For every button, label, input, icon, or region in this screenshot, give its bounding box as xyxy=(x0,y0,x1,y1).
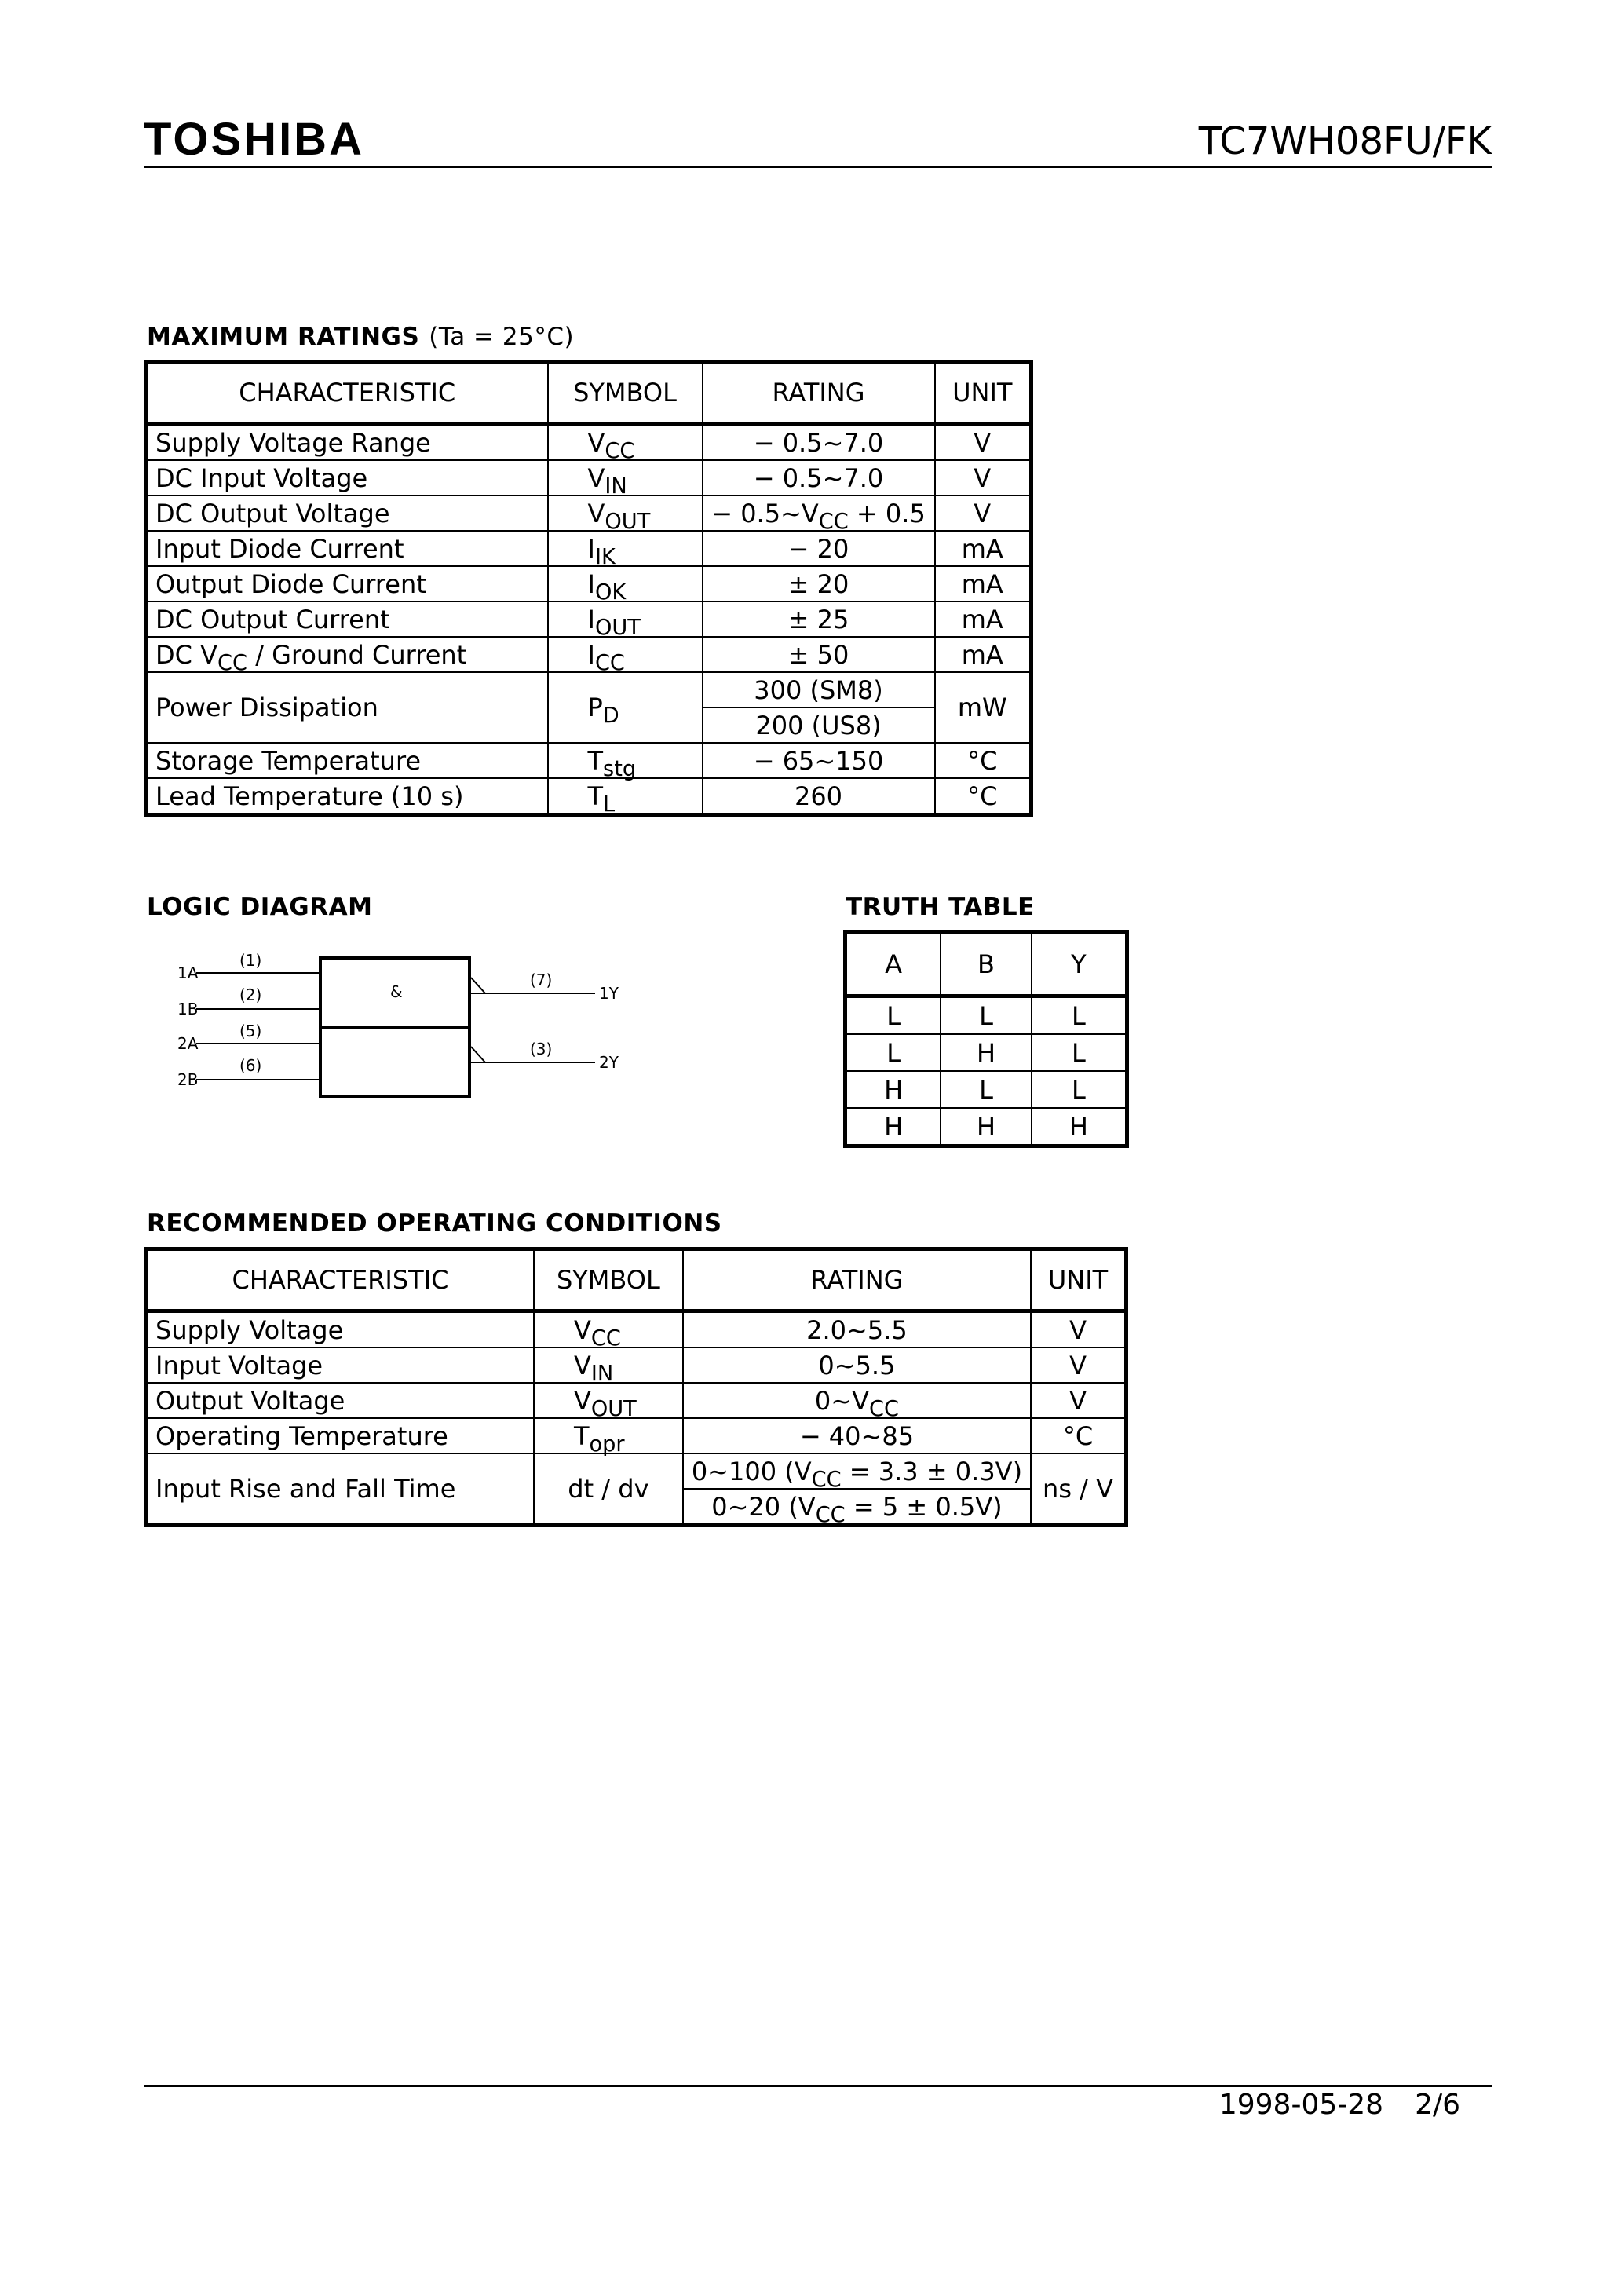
unit-cell: ns / V xyxy=(1031,1453,1126,1526)
symbol-cell xyxy=(548,778,703,815)
table-row xyxy=(146,601,1032,637)
unit-cell: mW xyxy=(935,672,1032,743)
characteristic-part: / Ground Current xyxy=(247,639,467,670)
unit-cell: mA xyxy=(935,566,1032,601)
gate-symbol: & xyxy=(390,982,403,1001)
unit-cell: °C xyxy=(935,743,1032,778)
cell-b: L xyxy=(941,1071,1032,1108)
rating-part: 0~20 (V xyxy=(711,1491,816,1522)
table-row xyxy=(146,743,1032,778)
characteristic-cell: Storage Temperature xyxy=(146,743,548,778)
recommended-table xyxy=(144,1247,1128,1527)
rating-cell xyxy=(683,1383,1031,1421)
recommended-title: RECOMMENDED OPERATING CONDITIONS xyxy=(147,1209,722,1238)
header-y: Y xyxy=(1032,933,1127,996)
rating-part: = 3.3 ± 0.3V) xyxy=(841,1456,1023,1486)
max-ratings-title xyxy=(147,321,574,353)
rating-part: 0~100 (V xyxy=(691,1456,812,1486)
rating-cell: − 40~85 xyxy=(683,1418,1031,1453)
symbol-sub: opr xyxy=(589,1431,625,1457)
header-unit: UNIT xyxy=(1031,1249,1126,1311)
symbol-sub: IN xyxy=(590,1361,614,1386)
header-b: B xyxy=(941,933,1032,996)
rating-cell: 2.0~5.5 xyxy=(683,1311,1031,1348)
truth-table xyxy=(843,930,1129,1148)
rating-cell: ± 25 xyxy=(703,601,935,637)
symbol-sub: CC xyxy=(605,438,635,463)
pin-label: (7) xyxy=(530,971,553,989)
max-ratings-condition: (Ta = 25°C) xyxy=(429,323,575,351)
characteristic-cell: Input Voltage xyxy=(146,1347,534,1383)
cell-y: L xyxy=(1032,1034,1127,1071)
unit-cell: V xyxy=(935,495,1032,531)
logic-diagram-title: LOGIC DIAGRAM xyxy=(147,893,373,921)
rating-part: 0~V xyxy=(814,1385,869,1416)
unit-cell: V xyxy=(1031,1347,1126,1383)
symbol-sub: OK xyxy=(594,579,627,605)
rating-cell xyxy=(683,1489,1031,1526)
logic-diagram xyxy=(169,946,640,1115)
rating-cell xyxy=(703,495,935,534)
rating-cell: − 20 xyxy=(703,531,935,566)
rating-cell: 200 (US8) xyxy=(703,707,935,743)
symbol-sub: CC xyxy=(590,1325,621,1351)
rating-cell: ± 50 xyxy=(703,637,935,672)
header-rule xyxy=(144,166,1492,168)
cell-b: H xyxy=(941,1108,1032,1146)
characteristic-cell: DC Output Voltage xyxy=(146,495,548,531)
symbol-sub: OUT xyxy=(594,615,641,640)
rating-part: + 0.5 xyxy=(848,498,926,528)
cell-a: H xyxy=(846,1108,941,1146)
input-label: 2A xyxy=(177,1034,199,1053)
rating-sub: CC xyxy=(868,1396,899,1421)
symbol-main: T xyxy=(587,745,604,776)
and-gate-2 xyxy=(320,1027,469,1096)
symbol-main: V xyxy=(587,498,605,528)
output-label: 2Y xyxy=(599,1053,619,1072)
rating-cell: 0~5.5 xyxy=(683,1347,1031,1383)
rating-cell: ± 20 xyxy=(703,566,935,601)
symbol-cell xyxy=(548,601,703,640)
symbol-main: P xyxy=(587,693,603,722)
characteristic-cell: Output Voltage xyxy=(146,1383,534,1418)
pin-label: (2) xyxy=(239,985,262,1004)
table-row xyxy=(146,672,1032,707)
characteristic-cell xyxy=(146,637,548,675)
table-header-row xyxy=(146,1249,1127,1311)
table-row xyxy=(146,1453,1127,1489)
input-label: 2B xyxy=(177,1070,199,1089)
header-rating: RATING xyxy=(703,362,935,424)
unit-cell: mA xyxy=(935,601,1032,637)
symbol-main: V xyxy=(573,1350,591,1380)
characteristic-cell: Input Rise and Fall Time xyxy=(146,1453,534,1526)
table-row xyxy=(146,1311,1127,1348)
table-row xyxy=(146,495,1032,531)
table-row xyxy=(146,637,1032,672)
footer-page: 2/6 xyxy=(1415,2089,1460,2121)
table-row xyxy=(846,996,1127,1035)
characteristic-cell: DC Output Current xyxy=(146,601,548,637)
cell-y: L xyxy=(1032,996,1127,1035)
unit-cell: mA xyxy=(935,531,1032,566)
table-header-row xyxy=(846,933,1127,996)
symbol-main: V xyxy=(587,462,605,493)
symbol-main: T xyxy=(573,1420,590,1451)
symbol-main: I xyxy=(587,639,595,670)
symbol-main: I xyxy=(587,533,595,564)
table-row xyxy=(146,1347,1127,1383)
symbol-cell xyxy=(548,743,703,781)
characteristic-cell: Operating Temperature xyxy=(146,1418,534,1453)
cell-a: L xyxy=(846,996,941,1035)
pin-label: (1) xyxy=(239,951,262,970)
max-ratings-table xyxy=(144,360,1033,817)
table-row xyxy=(146,1383,1127,1418)
symbol-cell xyxy=(534,1311,683,1351)
table-row xyxy=(846,1034,1127,1071)
rating-sub: CC xyxy=(811,1467,842,1492)
symbol-sub: IN xyxy=(605,473,627,499)
pin-label: (5) xyxy=(239,1022,262,1040)
symbol-sub: D xyxy=(602,704,619,729)
unit-cell: °C xyxy=(1031,1418,1126,1453)
table-header-row xyxy=(146,362,1032,424)
header-characteristic: CHARACTERISTIC xyxy=(146,362,548,424)
table-row xyxy=(146,778,1032,815)
characteristic-part: DC V xyxy=(155,639,218,670)
symbol-cell xyxy=(534,1418,683,1457)
unit-cell: V xyxy=(1031,1383,1126,1418)
symbol-cell xyxy=(548,672,703,743)
table-row xyxy=(146,531,1032,566)
characteristic-cell: Power Dissipation xyxy=(146,672,548,743)
cell-a: L xyxy=(846,1034,941,1071)
unit-cell: V xyxy=(1031,1311,1126,1348)
unit-cell: mA xyxy=(935,637,1032,672)
characteristic-cell: Supply Voltage xyxy=(146,1311,534,1348)
rating-cell: 260 xyxy=(703,778,935,815)
header-unit: UNIT xyxy=(935,362,1032,424)
symbol-sub: OUT xyxy=(605,509,651,534)
table-row xyxy=(146,1418,1127,1453)
symbol-cell: dt / dv xyxy=(534,1453,683,1526)
table-row xyxy=(146,424,1032,461)
rating-cell: − 0.5~7.0 xyxy=(703,424,935,461)
cell-b: L xyxy=(941,996,1032,1035)
header-a: A xyxy=(846,933,941,996)
pin-label: (6) xyxy=(239,1056,262,1075)
symbol-main: V xyxy=(573,1385,591,1416)
cell-a: H xyxy=(846,1071,941,1108)
symbol-sub: CC xyxy=(594,650,625,675)
pin-label: (3) xyxy=(530,1040,553,1058)
cell-b: H xyxy=(941,1034,1032,1071)
footer-date: 1998-05-28 xyxy=(1218,2089,1384,2121)
header-characteristic: CHARACTERISTIC xyxy=(146,1249,534,1311)
symbol-main: V xyxy=(587,427,605,458)
rating-cell: − 0.5~7.0 xyxy=(703,460,935,495)
characteristic-cell: Output Diode Current xyxy=(146,566,548,601)
characteristic-sub: CC xyxy=(217,650,248,675)
symbol-main: I xyxy=(587,569,595,599)
symbol-main: I xyxy=(587,604,595,634)
max-ratings-heading: MAXIMUM RATINGS xyxy=(147,323,420,351)
symbol-cell xyxy=(548,424,703,461)
rating-part: − 0.5~V xyxy=(711,498,819,528)
unit-cell: V xyxy=(935,460,1032,495)
table-row xyxy=(146,566,1032,601)
symbol-sub: stg xyxy=(603,756,637,781)
rating-cell: − 65~150 xyxy=(703,743,935,778)
rating-part: = 5 ± 0.5V) xyxy=(845,1491,1003,1522)
rating-cell: 300 (SM8) xyxy=(703,672,935,707)
footer xyxy=(1219,2086,1460,2125)
table-row xyxy=(146,460,1032,495)
symbol-sub: IK xyxy=(594,544,616,569)
symbol-cell xyxy=(548,495,703,534)
output-mark-1 xyxy=(471,978,485,993)
cell-y: H xyxy=(1032,1108,1127,1146)
characteristic-cell: Input Diode Current xyxy=(146,531,548,566)
header-rating: RATING xyxy=(683,1249,1031,1311)
header-symbol: SYMBOL xyxy=(548,362,703,424)
input-label: 1B xyxy=(177,1000,199,1018)
symbol-cell xyxy=(534,1347,683,1386)
header-symbol: SYMBOL xyxy=(534,1249,683,1311)
table-row xyxy=(846,1108,1127,1146)
truth-table-title: TRUTH TABLE xyxy=(846,893,1035,921)
unit-cell: V xyxy=(935,424,1032,461)
symbol-cell xyxy=(548,460,703,499)
symbol-cell xyxy=(548,531,703,569)
symbol-main: V xyxy=(573,1314,591,1345)
input-label: 1A xyxy=(177,963,199,982)
symbol-cell xyxy=(548,566,703,605)
table-row xyxy=(846,1071,1127,1108)
part-number: TC7WH08FU/FK xyxy=(1198,119,1492,163)
symbol-cell xyxy=(534,1383,683,1421)
rating-cell xyxy=(683,1453,1031,1492)
cell-y: L xyxy=(1032,1071,1127,1108)
symbol-main: T xyxy=(587,781,604,811)
characteristic-cell: Supply Voltage Range xyxy=(146,424,548,461)
brand-logo: TOSHIBA xyxy=(144,114,364,165)
symbol-sub: OUT xyxy=(590,1396,637,1421)
rating-sub: CC xyxy=(815,1502,846,1527)
unit-cell: °C xyxy=(935,778,1032,815)
characteristic-cell: DC Input Voltage xyxy=(146,460,548,495)
output-mark-2 xyxy=(471,1047,485,1062)
symbol-cell xyxy=(548,637,703,675)
symbol-sub: L xyxy=(603,792,616,817)
output-label: 1Y xyxy=(599,984,619,1003)
rating-sub: CC xyxy=(818,509,849,534)
characteristic-cell: Lead Temperature (10 s) xyxy=(146,778,548,815)
